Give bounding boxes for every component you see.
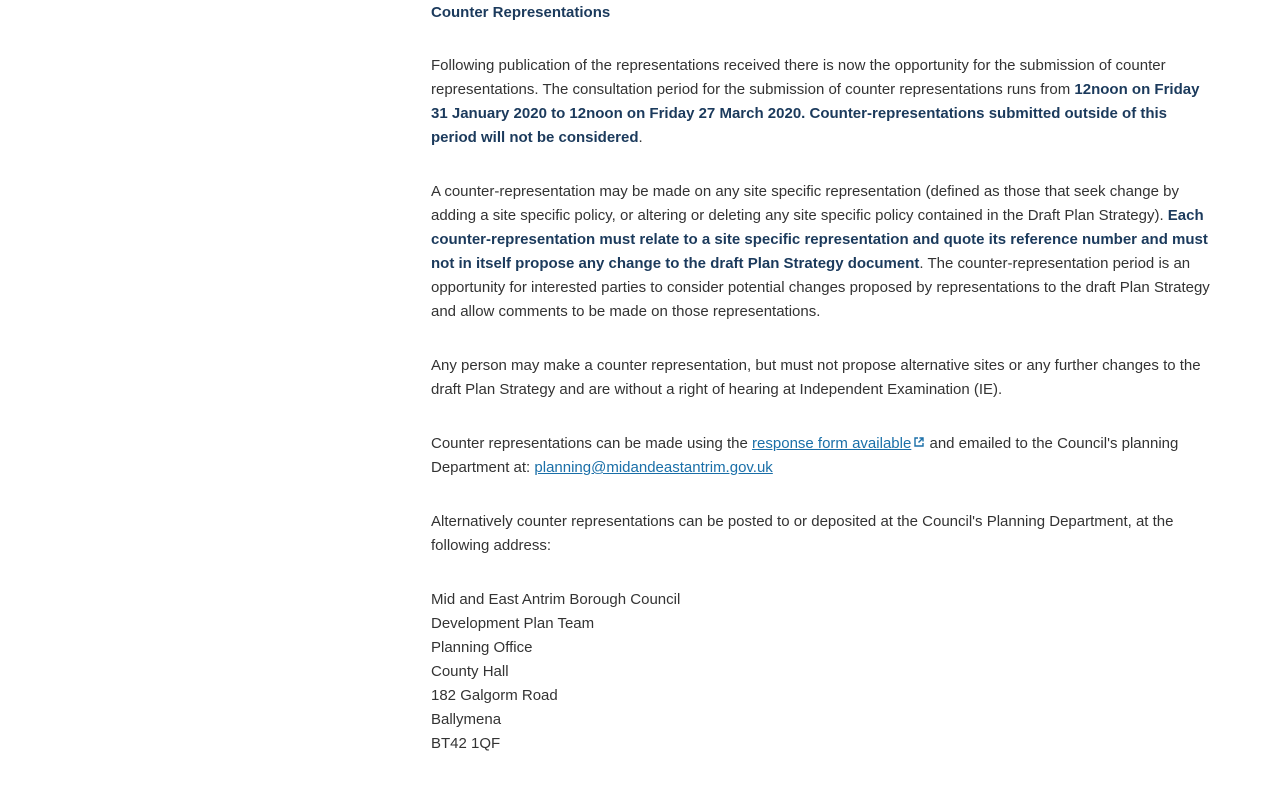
paragraph-text: A counter-representation may be made on any site specific representation (defined as those that seek change by adding a site specific policy, or altering or deleting any site specific policy contained in the Draft Plan Strategy).	[431, 183, 1179, 224]
counter-representation-rules-paragraph	[431, 180, 1213, 324]
paragraph-text: .	[638, 129, 643, 146]
eligibility-paragraph: Any person may make a counter representation, but must not propose alternative sites or any further changes to the draft Plan Strategy and are without a right of hearing at Independent Examination (IE).	[431, 357, 1201, 398]
response-form-link[interactable]: response form available	[752, 435, 912, 452]
section-heading: Counter Representations	[431, 4, 611, 21]
postal-address	[431, 588, 1213, 756]
external-link-icon	[914, 437, 924, 447]
planning-email-link[interactable]: planning@midandeastantrim.gov.uk	[534, 459, 773, 476]
rules-emphasis: Each counter-representation must relate to a site specific representation and quote its reference number and must not in itself propose any change to the draft Plan Strategy document	[431, 207, 1208, 272]
address-line: Planning Office	[431, 639, 533, 656]
paragraph-text: Counter representations can be made using the	[431, 435, 753, 452]
address-line: BT42 1QF	[431, 735, 501, 752]
address-line: Mid and East Antrim Borough Council	[431, 591, 681, 608]
paragraph-text: . The counter-representation period is an opportunity for interested parties to consider potential changes proposed by representations to the draft Plan Strategy and allow comments to be made on those representations.	[431, 255, 1210, 320]
consultation-dates-emphasis: 12noon on Friday 31 January 2020 to 12noon on Friday 27 March 2020. Counter-representations submitted outside of this period will not be considered	[431, 81, 1200, 146]
address-line: 182 Galgorm Road	[431, 687, 558, 704]
main-content	[431, 0, 1213, 756]
paragraph-text: Following publication of the representations received there is now the opportunity for the submission of counter representations. The consultation period for the submission of counter representations runs from	[431, 57, 1166, 98]
address-line: Development Plan Team	[431, 615, 595, 632]
paragraph-text: and emailed to the Council's planning Department at:	[431, 435, 1179, 476]
address-line: County Hall	[431, 663, 509, 680]
submission-method-paragraph	[431, 432, 1213, 480]
consultation-period-paragraph	[431, 54, 1213, 150]
postal-option-paragraph: Alternatively counter representations can be posted to or deposited at the Council's Planning Department, at the following address:	[431, 513, 1174, 554]
address-line: Ballymena	[431, 711, 502, 728]
